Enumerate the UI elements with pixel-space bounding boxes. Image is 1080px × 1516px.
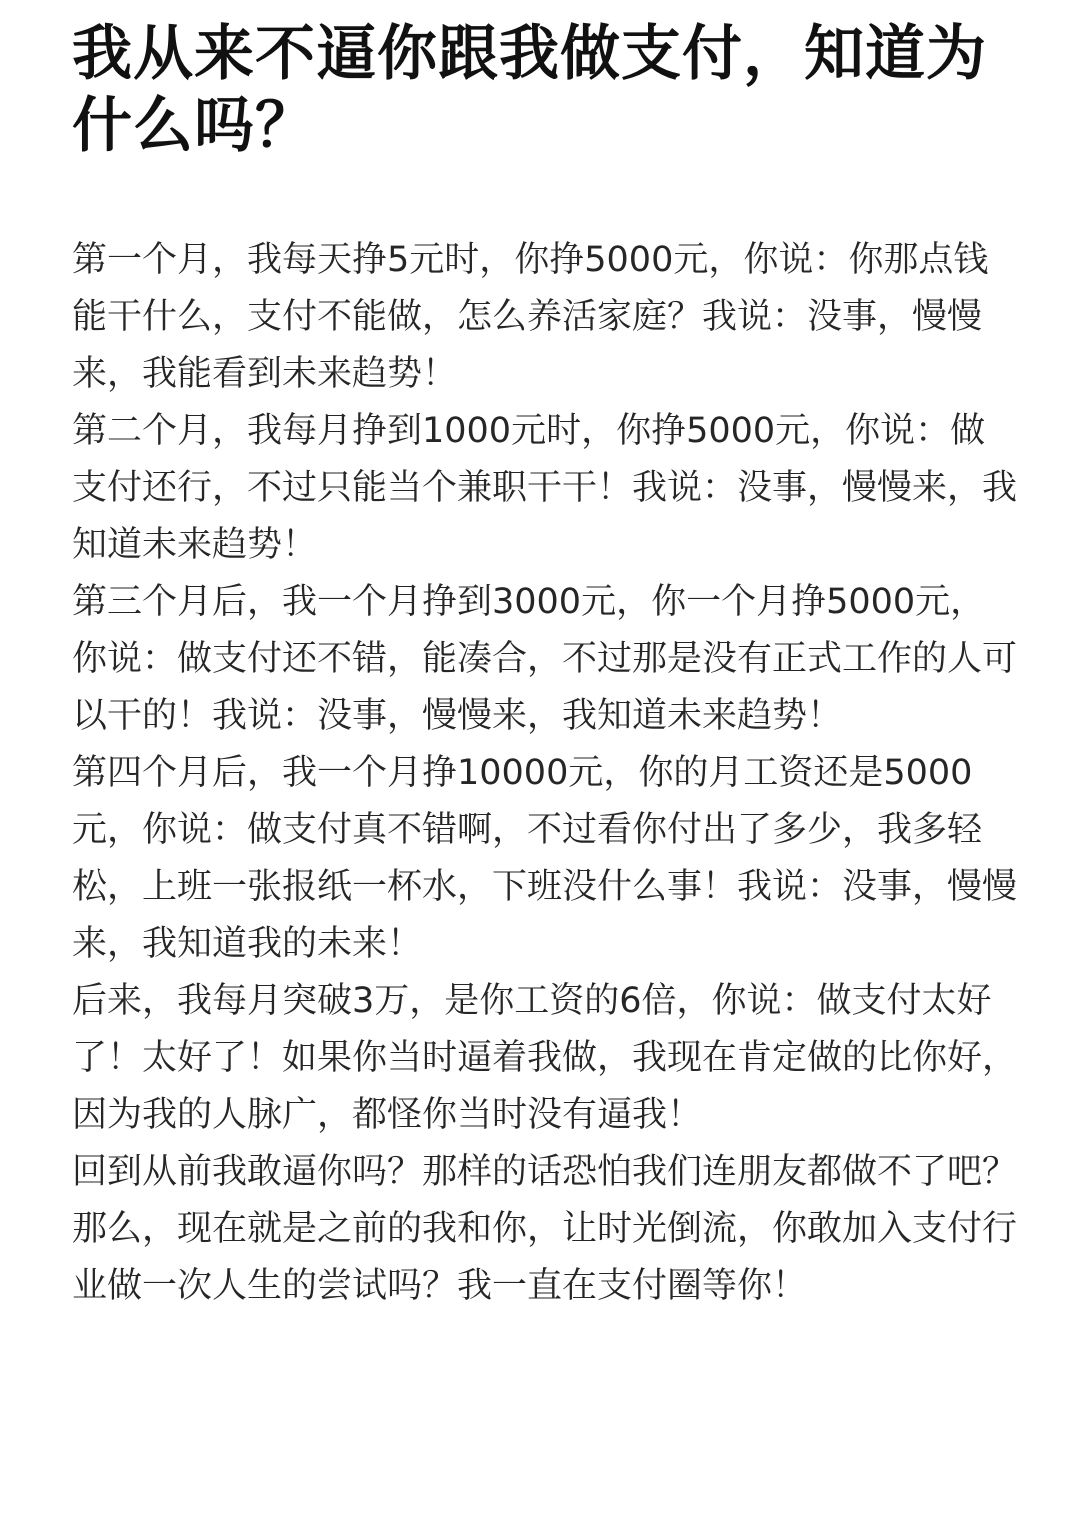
paragraph-month-1: 第一个月，我每天挣5元时，你挣5000元，你说：你那点钱能干什么，支付不能做，怎么养活家庭？我说：没事，慢慢来，我能看到未来趋势！ bbox=[72, 240, 989, 394]
paragraph-later: 后来，我每月突破3万，是你工资的6倍，你说：做支付太好了！太好了！如果你当时逼着我做，我现在肯定做的比你好，因为我的人脉广，都怪你当时没有逼我！ bbox=[72, 981, 1018, 1135]
paragraph-month-3: 第三个月后，我一个月挣到3000元，你一个月挣5000元，你说：做支付还不错，能凑合，不过那是没有正式工作的人可以干的！我说：没事，慢慢来，我知道未来趋势！ bbox=[72, 582, 1018, 736]
paragraph-month-2: 第二个月，我每月挣到1000元时，你挣5000元，你说：做支付还行，不过只能当个兼职干干！我说：没事，慢慢来，我知道未来趋势！ bbox=[72, 411, 1018, 565]
paragraph-closing: 回到从前我敢逼你吗？那样的话恐怕我们连朋友都做不了吧？那么，现在就是之前的我和你，让时光倒流，你敢加入支付行业做一次人生的尝试吗？我一直在支付圈等你！ bbox=[72, 1152, 1018, 1306]
article-body bbox=[72, 232, 1017, 1315]
article-title: 我从来不逼你跟我做支付，知道为什么吗？ bbox=[72, 19, 987, 161]
paragraph-month-4: 第四个月后，我一个月挣10000元，你的月工资还是5000元，你说：做支付真不错啊，不过看你付出了多少，我多轻松，上班一张报纸一杯水，下班没什么事！我说：没事，慢慢来，我知道我的未来！ bbox=[72, 753, 1018, 964]
article bbox=[72, 18, 1017, 1315]
